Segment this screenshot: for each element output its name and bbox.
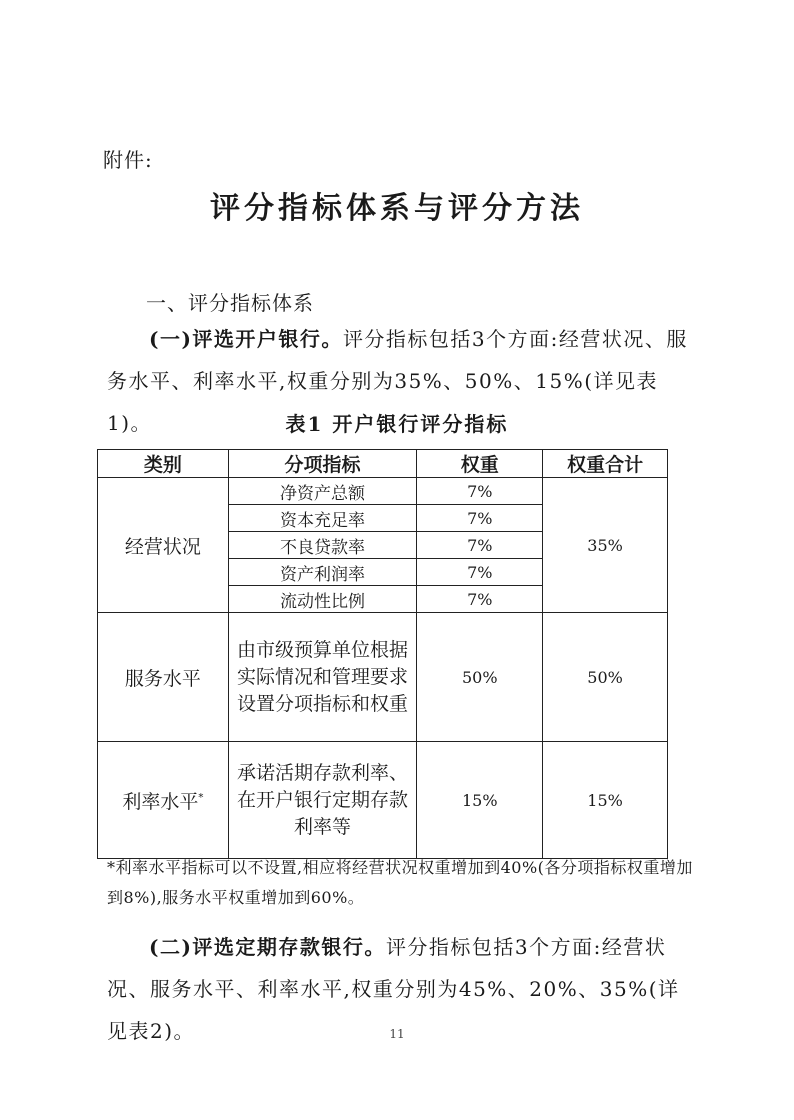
metric-cell: 净资产总额 bbox=[228, 478, 417, 505]
total-weight-cell: 15% bbox=[543, 742, 668, 859]
category-cell: 服务水平 bbox=[98, 613, 229, 742]
attachment-label: 附件: bbox=[103, 148, 153, 172]
header-total-weight: 权重合计 bbox=[543, 450, 668, 478]
weight-cell: 50% bbox=[417, 613, 543, 742]
metric-cell: 承诺活期存款利率、在开户银行定期存款利率等 bbox=[228, 742, 417, 859]
table-footnote: *利率水平指标可以不设置,相应将经营状况权重增加到40%(各分项指标权重增加到8%),服务水平权重增加到60%。 bbox=[107, 858, 693, 907]
weight-cell: 7% bbox=[417, 478, 543, 505]
paragraph-text: 评分指标包括3个方面:经营状况、服务水平、利率水平,权重分别为35%、50%、15%(详见表1)。 bbox=[107, 327, 688, 435]
category-label: 利率水平 bbox=[122, 790, 199, 813]
footnote-marker: * bbox=[198, 792, 204, 804]
weight-cell: 7% bbox=[417, 559, 543, 586]
document-title: 评分指标体系与评分方法 bbox=[210, 191, 584, 226]
header-metric: 分项指标 bbox=[228, 450, 417, 478]
weight-cell: 7% bbox=[417, 586, 543, 613]
metric-cell: 由市级预算单位根据实际情况和管理要求设置分项指标和权重 bbox=[228, 613, 417, 742]
weight-cell: 7% bbox=[417, 505, 543, 532]
metric-cell: 资本充足率 bbox=[228, 505, 417, 532]
category-cell: 经营状况 bbox=[98, 478, 229, 613]
metric-cell: 不良贷款率 bbox=[228, 532, 417, 559]
page-number: 11 bbox=[389, 1027, 405, 1041]
metric-cell: 流动性比例 bbox=[228, 586, 417, 613]
paragraph-lead: (一)评选开户银行。 bbox=[149, 327, 343, 351]
section-heading: 一、评分指标体系 bbox=[146, 291, 314, 315]
weight-cell: 7% bbox=[417, 532, 543, 559]
header-category: 类别 bbox=[98, 450, 229, 478]
paragraph-lead: (二)评选定期存款银行。 bbox=[149, 935, 386, 959]
total-weight-cell: 50% bbox=[543, 613, 668, 742]
table-caption: 表1 开户银行评分指标 bbox=[285, 412, 509, 436]
table-row bbox=[98, 742, 668, 859]
total-weight-cell: 35% bbox=[543, 478, 668, 613]
category-cell bbox=[98, 742, 229, 859]
table-row bbox=[98, 613, 668, 742]
table-header-row bbox=[98, 450, 668, 478]
scoring-table bbox=[97, 449, 668, 859]
paragraph-text: 评分指标包括3个方面:经营状况、服务水平、利率水平,权重分别为45%、20%、35%(详见表2)。 bbox=[107, 935, 680, 1043]
weight-cell: 15% bbox=[417, 742, 543, 859]
table-row bbox=[98, 478, 668, 505]
metric-cell: 资产利润率 bbox=[228, 559, 417, 586]
header-weight: 权重 bbox=[417, 450, 543, 478]
